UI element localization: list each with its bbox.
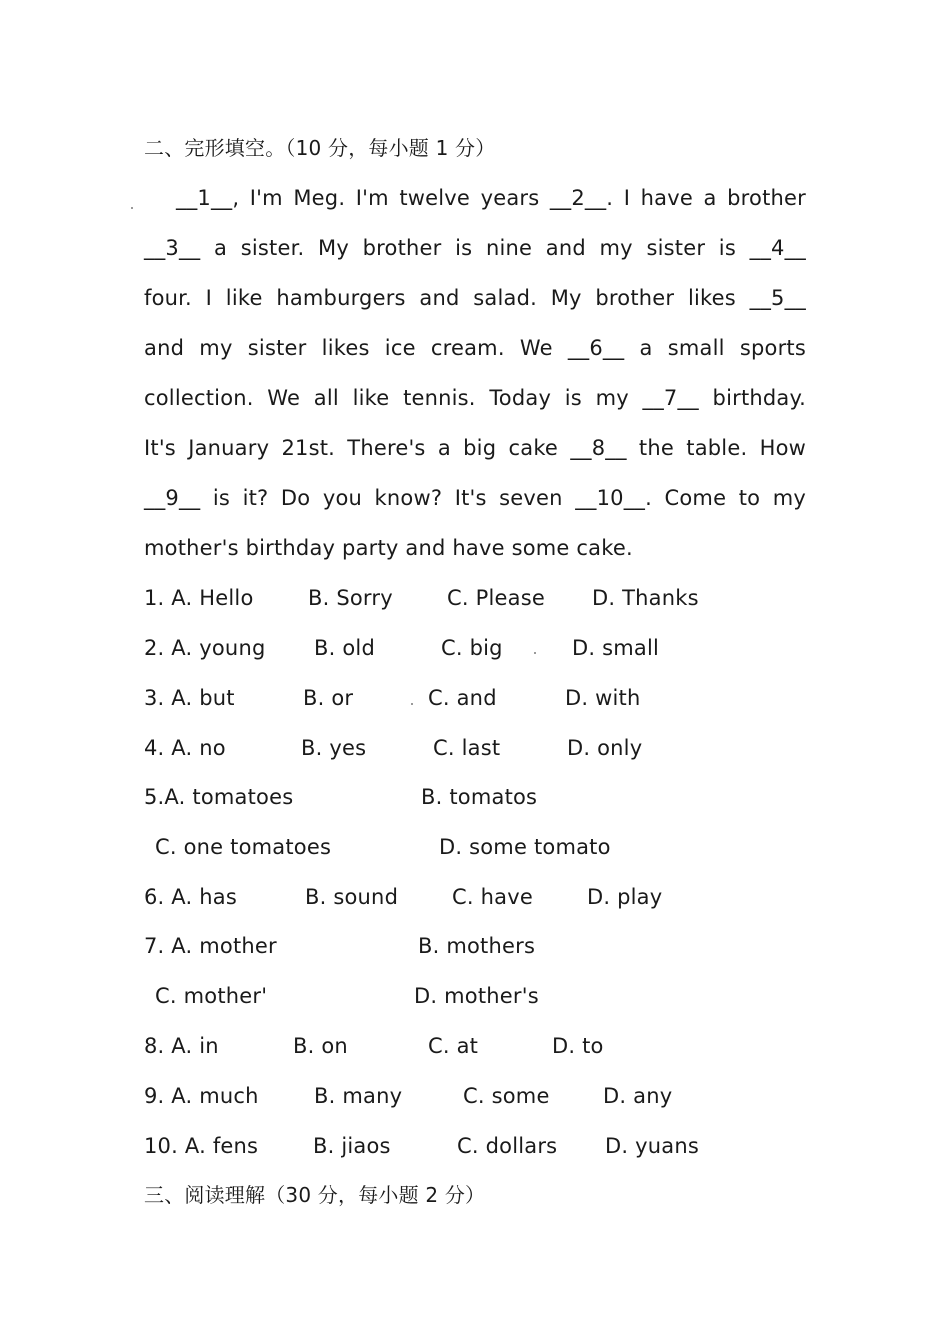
option-d: D. play [587,885,663,909]
option-d: D. any [603,1084,673,1108]
option-c: C. dollars [457,1134,558,1158]
option-b: B. many [314,1084,403,1108]
stray-dot [411,703,413,705]
option-b: B. mothers [418,934,536,958]
section-heading-cloze: 二、完形填空。（10 分，每小题 1 分） [144,136,496,160]
option-a: 8. A. in [144,1034,219,1058]
passage-line-5: collection. We all like tennis. Today is my __7__ birthday. [144,386,806,410]
passage-line-7: __9__ is it? Do you know? It's seven __10__. Come to my [144,486,806,510]
option-c: C. some [463,1084,550,1108]
option-b: B. jiaos [313,1134,391,1158]
option-d: D. only [567,736,643,760]
passage-line-6: It's January 21st. There's a big cake __8__ the table. How [144,436,806,460]
option-d: D. yuans [605,1134,699,1158]
option-a: 2. A. young [144,636,266,660]
option-a: 5.A. tomatoes [144,785,294,809]
option-b: B. old [314,636,375,660]
passage-line-2: __3__ a sister. My brother is nine and my sister is __4__ [144,236,806,260]
option-c: C. mother' [155,984,268,1008]
option-b: B. yes [301,736,367,760]
option-a: 3. A. but [144,686,235,710]
option-b: B. sound [305,885,399,909]
option-a: 7. A. mother [144,934,277,958]
option-c: C. last [433,736,501,760]
option-c: C. and [428,686,497,710]
passage-line-4: and my sister likes ice cream. We __6__ a small sports [144,336,806,360]
option-d: D. Thanks [592,586,699,610]
option-d: D. small [572,636,660,660]
option-c: C. at [428,1034,479,1058]
passage-line-8: mother's birthday party and have some cake. [144,536,633,560]
option-a: 10. A. fens [144,1134,259,1158]
section-heading-reading: 三、阅读理解（30 分，每小题 2 分） [144,1183,486,1207]
option-a: 9. A. much [144,1084,259,1108]
option-c: C. one tomatoes [155,835,332,859]
passage-line-3: four. I like hamburgers and salad. My brother likes __5__ [144,286,806,310]
option-c: C. big [441,636,503,660]
stray-dot [131,207,133,209]
option-d: D. with [565,686,641,710]
option-b: B. tomatos [421,785,538,809]
option-b: B. or [303,686,354,710]
passage-line-1: __1__, I'm Meg. I'm twelve years __2__. I have a brother [176,186,806,210]
option-b: B. on [293,1034,348,1058]
option-d: D. mother's [414,984,539,1008]
option-a: 1. A. Hello [144,586,254,610]
option-a: 6. A. has [144,885,237,909]
option-d: D. some tomato [439,835,611,859]
option-b: B. Sorry [308,586,393,610]
option-a: 4. A. no [144,736,226,760]
option-c: C. have [452,885,533,909]
stray-dot [534,652,536,654]
option-c: C. Please [447,586,545,610]
option-d: D. to [552,1034,604,1058]
